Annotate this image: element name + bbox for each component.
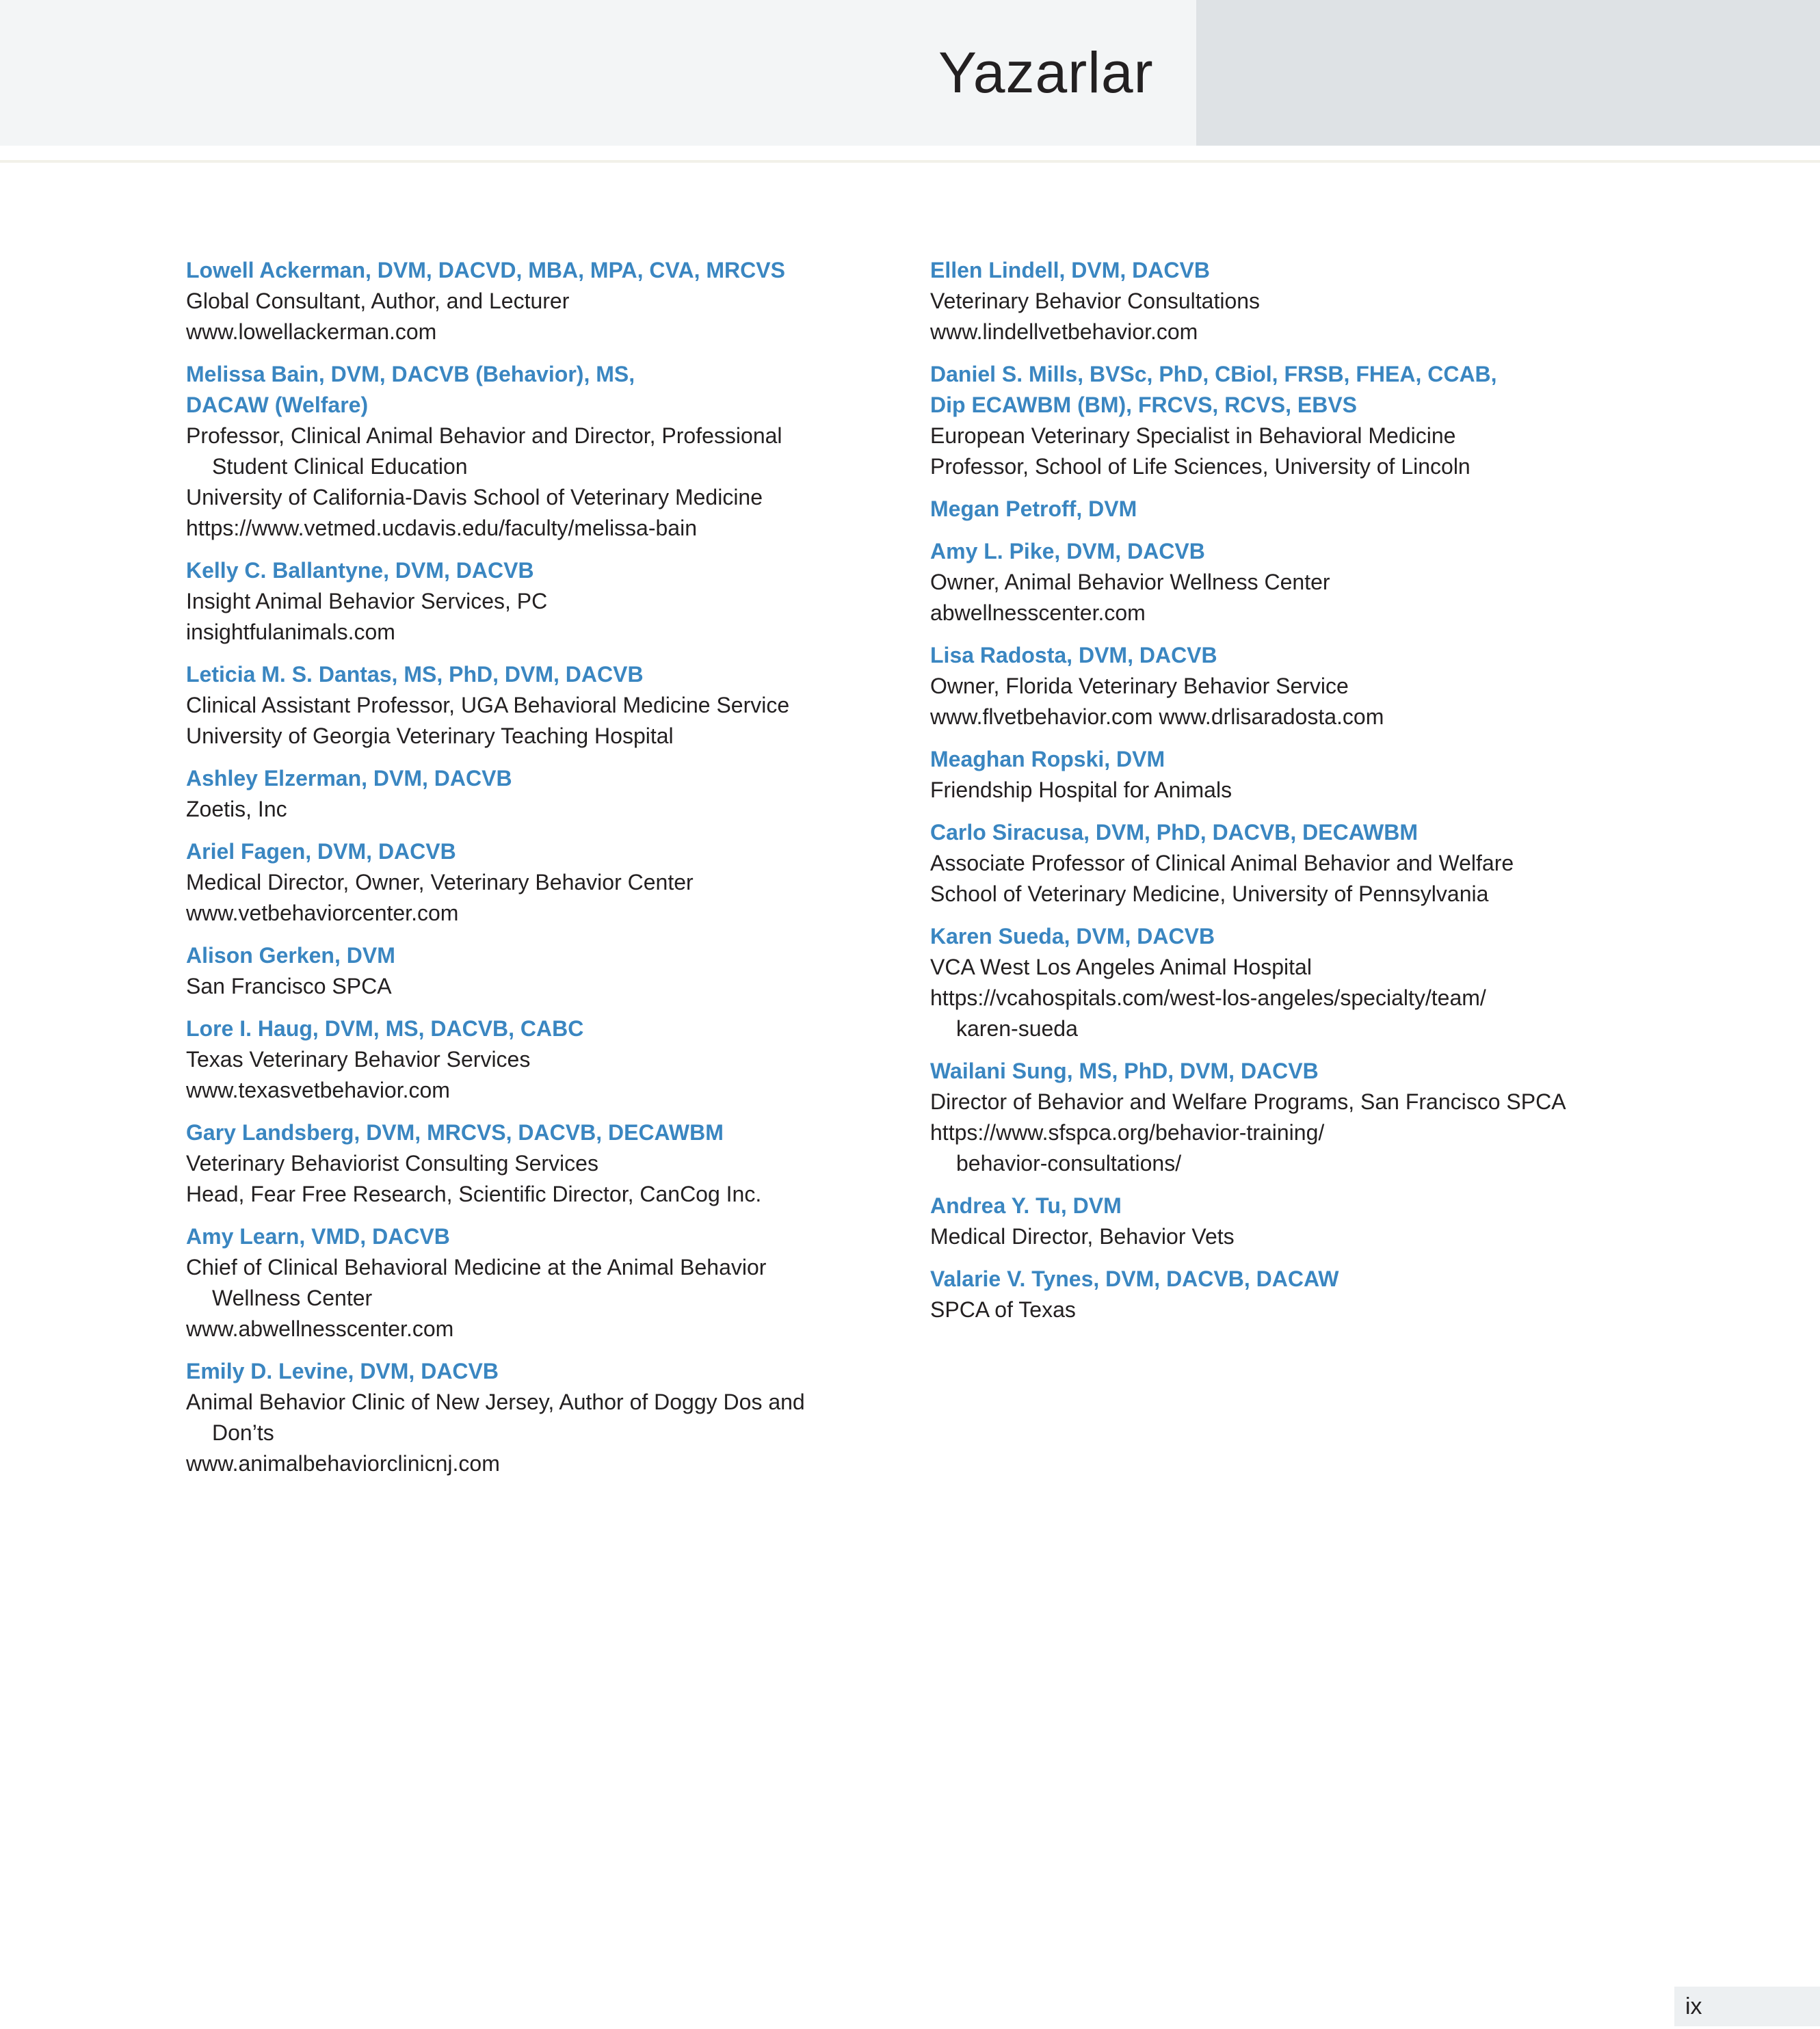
author-name-line: Lore I. Haug, DVM, MS, DACVB, CABC xyxy=(186,1016,584,1041)
page-number-box xyxy=(1674,1987,1820,2026)
author-name-line: Carlo Siracusa, DVM, PhD, DACVB, DECAWBM xyxy=(930,820,1418,845)
author-detail-line: www.vetbehaviorcenter.com xyxy=(186,901,459,925)
author-detail-line: VCA West Los Angeles Animal Hospital xyxy=(930,955,1312,979)
author-name xyxy=(186,836,911,867)
author-name xyxy=(930,921,1744,952)
author-name xyxy=(930,817,1744,848)
author-name xyxy=(186,1356,911,1387)
author-detail-line: behavior-consultations/ xyxy=(956,1151,1182,1176)
author-detail-line: SPCA of Texas xyxy=(930,1297,1076,1322)
author-detail-line: https://www.vetmed.ucdavis.edu/faculty/melissa-bain xyxy=(186,516,697,540)
author-detail-line: Global Consultant, Author, and Lecturer xyxy=(186,289,570,313)
header-divider xyxy=(0,160,1820,163)
author-entry xyxy=(186,659,911,752)
author-name-line: Alison Gerken, DVM xyxy=(186,943,395,968)
author-name-line: Lowell Ackerman, DVM, DACVD, MBA, MPA, CVA, MRCVS xyxy=(186,258,785,282)
author-detail-line: San Francisco SPCA xyxy=(186,974,392,998)
author-name-line: Emily D. Levine, DVM, DACVB xyxy=(186,1359,499,1383)
author-detail-line: Wellness Center xyxy=(212,1286,373,1310)
author-entry xyxy=(930,1056,1744,1179)
author-name xyxy=(930,255,1744,286)
author-name xyxy=(186,1013,911,1044)
author-entry xyxy=(930,359,1744,482)
author-detail-line: Don’ts xyxy=(212,1420,274,1445)
author-detail-line: www.lowellackerman.com xyxy=(186,319,437,344)
author-entry xyxy=(930,1191,1744,1252)
author-entry xyxy=(930,921,1744,1044)
author-entry xyxy=(930,536,1744,628)
author-detail-line: European Veterinary Specialist in Behavioral Medicine xyxy=(930,423,1456,448)
author-name xyxy=(186,1221,911,1252)
author-name-line: Amy Learn, VMD, DACVB xyxy=(186,1224,450,1249)
author-detail-line: www.animalbehaviorclinicnj.com xyxy=(186,1451,500,1476)
author-name-line: Dip ECAWBM (BM), FRCVS, RCVS, EBVS xyxy=(930,393,1358,417)
author-name xyxy=(930,1191,1744,1221)
author-detail-line: Associate Professor of Clinical Animal Behavior and Welfare xyxy=(930,851,1514,875)
author-detail-line: Friendship Hospital for Animals xyxy=(930,778,1232,802)
author-detail-line: Veterinary Behaviorist Consulting Services xyxy=(186,1151,598,1176)
author-detail-line: www.abwellnesscenter.com xyxy=(186,1316,454,1341)
author-entry xyxy=(930,744,1744,806)
author-name xyxy=(930,1056,1744,1087)
author-name-line: Karen Sueda, DVM, DACVB xyxy=(930,924,1215,949)
author-detail-line: Owner, Animal Behavior Wellness Center xyxy=(930,570,1330,594)
author-detail-line: Head, Fear Free Research, Scientific Director, CanCog Inc. xyxy=(186,1182,762,1206)
authors-column-right xyxy=(930,255,1744,1337)
author-entry xyxy=(930,1264,1744,1325)
author-name xyxy=(930,494,1744,525)
author-detail-line: Medical Director, Owner, Veterinary Behavior Center xyxy=(186,870,694,894)
author-name-line: Valarie V. Tynes, DVM, DACVB, DACAW xyxy=(930,1267,1339,1291)
author-name-line: Ashley Elzerman, DVM, DACVB xyxy=(186,766,512,791)
author-detail-line: https://www.sfspca.org/behavior-training/ xyxy=(930,1120,1325,1145)
author-name xyxy=(186,940,911,971)
author-name-line: Daniel S. Mills, BVSc, PhD, CBiol, FRSB, FHEA, CCAB, xyxy=(930,362,1497,386)
author-name-line: Lisa Radosta, DVM, DACVB xyxy=(930,643,1217,667)
author-detail-line: University of Georgia Veterinary Teaching Hospital xyxy=(186,724,674,748)
author-name-line: Wailani Sung, MS, PhD, DVM, DACVB xyxy=(930,1059,1319,1083)
author-name-line: Andrea Y. Tu, DVM xyxy=(930,1193,1122,1218)
author-entry xyxy=(186,1356,911,1479)
author-name xyxy=(930,536,1744,567)
author-entry xyxy=(186,255,911,347)
author-detail-line: Director of Behavior and Welfare Programs, San Francisco SPCA xyxy=(930,1089,1566,1114)
author-name-line: Ariel Fagen, DVM, DACVB xyxy=(186,839,456,864)
author-detail-line: University of California-Davis School of Veterinary Medicine xyxy=(186,485,763,509)
author-name-line: Melissa Bain, DVM, DACVB (Behavior), MS, xyxy=(186,362,635,386)
author-entry xyxy=(930,817,1744,910)
page-header xyxy=(0,0,1820,146)
author-detail-line: Clinical Assistant Professor, UGA Behavioral Medicine Service xyxy=(186,693,790,717)
author-name xyxy=(186,555,911,586)
author-entry xyxy=(186,836,911,929)
author-name-line: Amy L. Pike, DVM, DACVB xyxy=(930,539,1205,563)
author-detail-line: www.texasvetbehavior.com xyxy=(186,1078,450,1102)
author-detail-line: Veterinary Behavior Consultations xyxy=(930,289,1261,313)
author-detail-line: https://vcahospitals.com/west-los-angeles/specialty/team/ xyxy=(930,985,1486,1010)
authors-column-left xyxy=(186,255,911,1491)
author-entry xyxy=(186,940,911,1002)
author-detail-line: Chief of Clinical Behavioral Medicine at the Animal Behavior xyxy=(186,1255,767,1279)
author-name-line: DACAW (Welfare) xyxy=(186,393,369,417)
author-detail-line: Student Clinical Education xyxy=(212,454,468,479)
author-name xyxy=(186,359,911,421)
author-detail-line: School of Veterinary Medicine, University of Pennsylvania xyxy=(930,881,1489,906)
page-number: ix xyxy=(1685,1993,1702,2019)
author-detail-line: Insight Animal Behavior Services, PC xyxy=(186,589,548,613)
author-detail-line: karen-sueda xyxy=(956,1016,1078,1041)
author-entry xyxy=(186,1013,911,1106)
author-detail-line: Texas Veterinary Behavior Services xyxy=(186,1047,531,1072)
author-detail-line: Medical Director, Behavior Vets xyxy=(930,1224,1235,1249)
author-entry xyxy=(186,1221,911,1344)
author-detail-line: abwellnesscenter.com xyxy=(930,600,1146,625)
author-name-line: Meaghan Ropski, DVM xyxy=(930,747,1165,771)
author-name xyxy=(186,1117,911,1148)
author-name xyxy=(186,255,911,286)
author-name-line: Kelly C. Ballantyne, DVM, DACVB xyxy=(186,558,534,583)
author-name-line: Leticia M. S. Dantas, MS, PhD, DVM, DACVB xyxy=(186,662,644,687)
author-entry xyxy=(930,640,1744,732)
author-entry xyxy=(186,1117,911,1210)
author-name xyxy=(930,640,1744,671)
header-accent-block xyxy=(1196,0,1820,146)
page-title: Yazarlar xyxy=(938,40,1154,105)
author-entry xyxy=(930,494,1744,525)
author-name xyxy=(930,359,1744,421)
author-detail-line: insightfulanimals.com xyxy=(186,620,395,644)
author-entry xyxy=(186,763,911,825)
author-name-line: Megan Petroff, DVM xyxy=(930,496,1137,521)
author-detail-line: Animal Behavior Clinic of New Jersey, Author of Doggy Dos and xyxy=(186,1390,805,1414)
author-entry xyxy=(930,255,1744,347)
author-detail-line: www.lindellvetbehavior.com xyxy=(930,319,1198,344)
author-name-line: Gary Landsberg, DVM, MRCVS, DACVB, DECAWBM xyxy=(186,1120,724,1145)
author-name xyxy=(186,763,911,794)
author-entry xyxy=(186,555,911,648)
author-detail-line: Professor, Clinical Animal Behavior and Director, Professional xyxy=(186,423,782,448)
author-name xyxy=(930,744,1744,775)
author-name xyxy=(186,659,911,690)
author-detail-line: www.flvetbehavior.com www.drlisaradosta.com xyxy=(930,704,1384,729)
author-detail-line: Owner, Florida Veterinary Behavior Service xyxy=(930,674,1349,698)
author-name-line: Ellen Lindell, DVM, DACVB xyxy=(930,258,1210,282)
author-detail-line: Professor, School of Life Sciences, University of Lincoln xyxy=(930,454,1470,479)
author-name xyxy=(930,1264,1744,1295)
author-entry xyxy=(186,359,911,544)
author-detail-line: Zoetis, Inc xyxy=(186,797,287,821)
